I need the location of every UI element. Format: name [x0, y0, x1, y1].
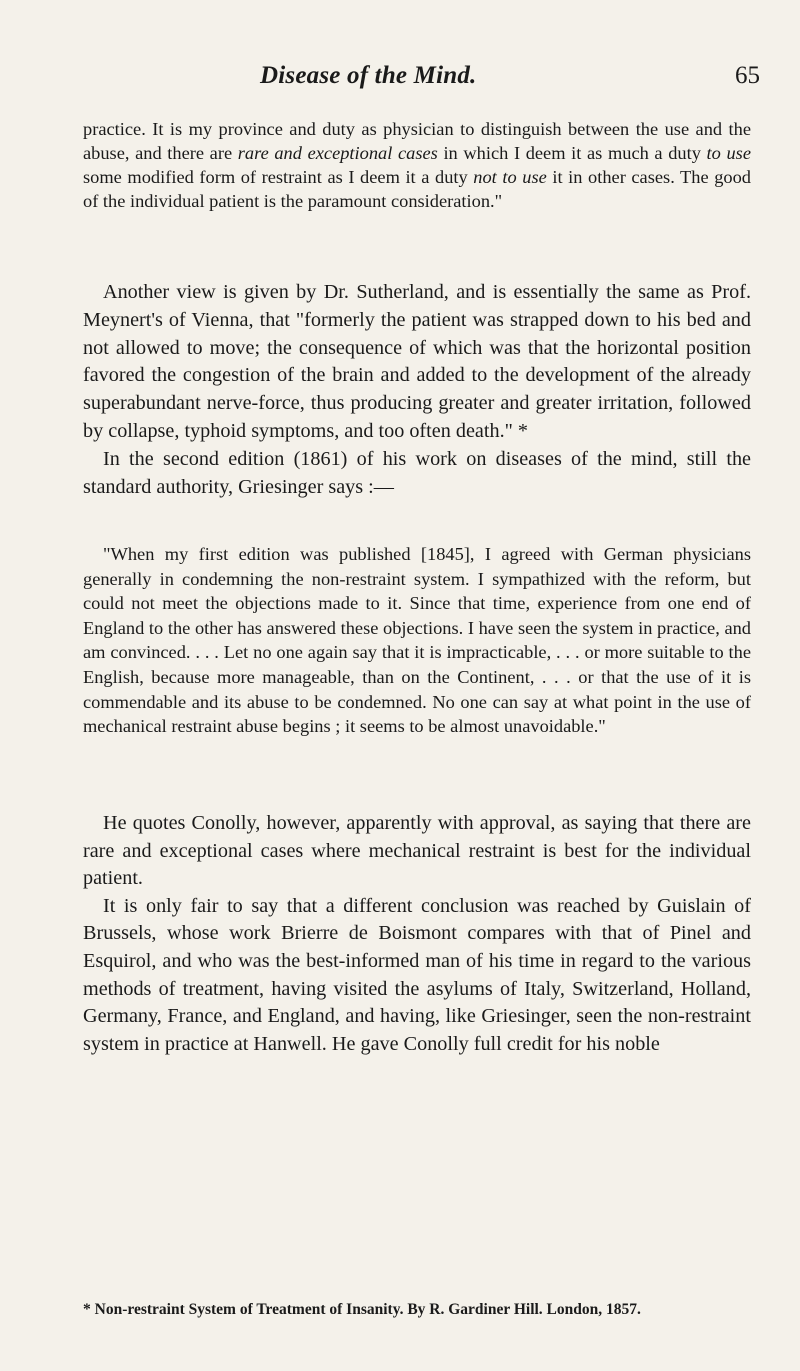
griesinger-block-quote [83, 542, 751, 739]
quote-emphasis-1: rare and exceptional cases [237, 143, 438, 163]
page-number: 65 [735, 62, 760, 89]
paragraph-guislain: It is only fair to say that a different conclusion was reached by Guislain of Brussels, whose work Brierre de Boismont compares with that of Pinel and Esquirol, and who was the best-informed man of his time in regard to the various methods of treatment, having visited the asylums of Italy, Switzerland, Holland, Germany, France, and England, and having, like Griesinger, seen the non-restraint system in practice at Hanwell. He gave Conolly full credit for his noble [83, 894, 751, 1055]
quote-emphasis-2: to use [706, 143, 751, 163]
paragraph-griesinger-intro: In the second edition (1861) of his work on diseases of the mind, still the standard authority, Griesinger says :— [83, 447, 751, 498]
quote-text-3: some modified form of restraint as I deem it a duty [83, 167, 474, 187]
main-text-section-2 [83, 810, 751, 1058]
quote-text-4: it in other cases. The good of the individual patient is the paramount consideration." [83, 167, 751, 211]
paragraph-conolly: He quotes Conolly, however, apparently with approval, as saying that there are rare and exceptional cases where mechanical restraint is best for the individual patient. [83, 812, 751, 890]
running-title: Disease of the Mind. [260, 62, 477, 89]
quote-text-2: in which I deem it as much a duty [437, 143, 707, 163]
quote-text-1: practice. It is my province and duty as physician to distinguish between the use and the abuse, and there are [83, 119, 751, 163]
footnote [83, 1300, 751, 1320]
quote-emphasis-3: not to use [473, 167, 547, 187]
main-text-section-1 [83, 279, 751, 501]
block-quote-paragraph: "When my first edition was published [1845], I agreed with German physicians generally in condemning the non-restraint system. I sympathized with the reform, but could not meet the objections made to it. Since that time, experience from one end of England to the other has answered these objections. I have seen the system in practice, and am convinced. . . . Let no one again say that it is impracticable, . . . or more suitable to the English, because more manageable, than on the Continent, . . . or that the use of it is commendable and its abuse to be condemned. No one can say at what point in the use of mechanical restraint abuse begins ; it seems to be almost unavoidable." [83, 544, 751, 737]
quote-continuation-paragraph [83, 117, 751, 213]
paragraph-sutherland: Another view is given by Dr. Sutherland, and is essentially the same as Prof. Meynert's of Vienna, that "formerly the patient was strapped down to his bed and not allowed to move; the consequence of which was that the horizontal position favored the congestion of the brain and added to the development of the already superabundant nerve-force, thus producing greater and greater irritation, followed by collapse, typhoid symptoms, and too often death." * [83, 281, 751, 442]
quote-continuation [83, 117, 751, 213]
footnote-text: * Non-restraint System of Treatment of Insanity. By R. Gardiner Hill. London, 1857. [83, 1301, 641, 1318]
page-header [0, 62, 760, 102]
